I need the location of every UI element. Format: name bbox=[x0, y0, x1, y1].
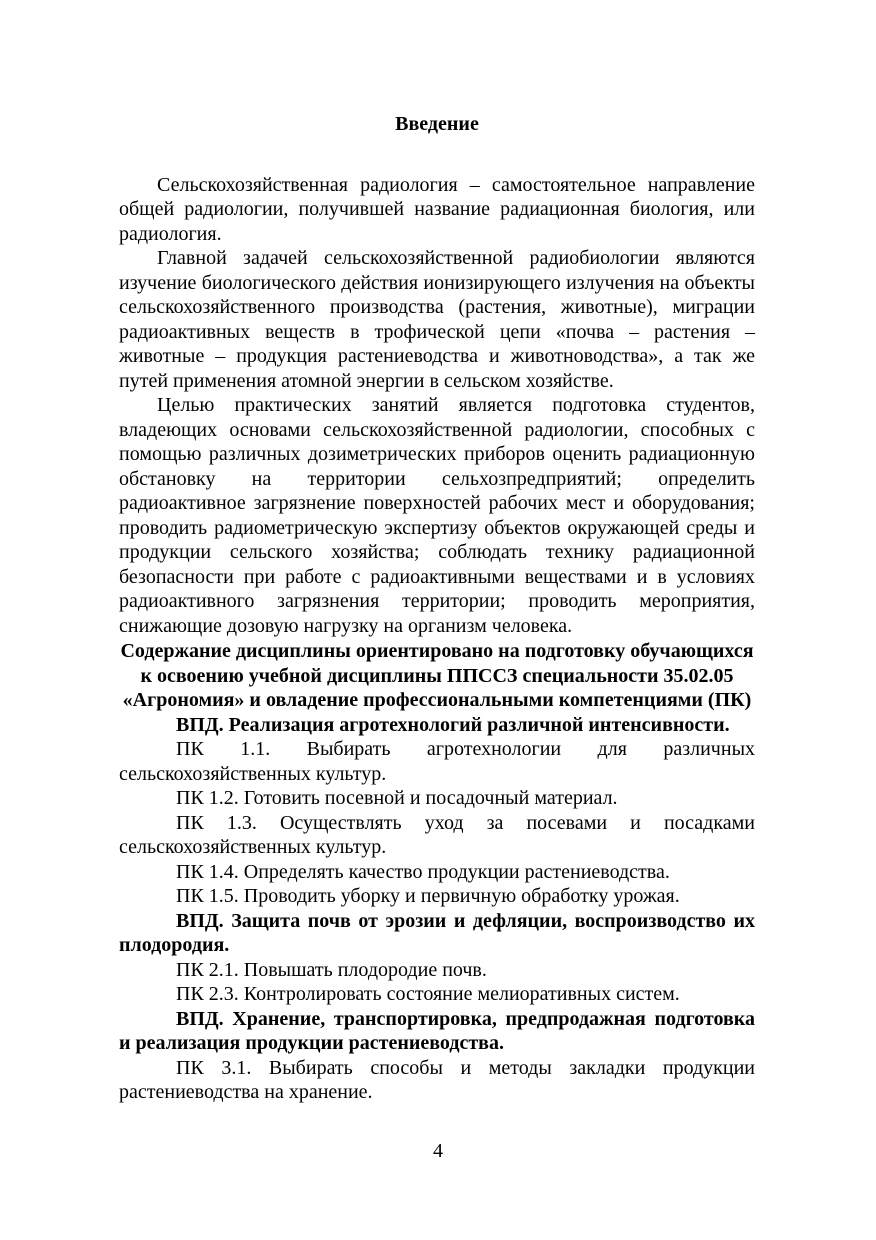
competence-item: ПК 2.1. Повышать плодородие почв. bbox=[176, 958, 487, 981]
page-number: 4 bbox=[433, 1140, 443, 1162]
competence-item: ПК 2.3. Контролировать состояние мелиоративных систем. bbox=[176, 983, 680, 1005]
competence-item: ПК 1.1. Выбирать агротехнологии для различных сельскохозяйственных культур. bbox=[119, 738, 755, 785]
vpd3-heading: ВПД. Хранение, транспортировка, предпродажная подготовка и реализация продукции растениеводства. bbox=[119, 1007, 755, 1054]
intro-paragraph-3: Целью практических занятий является подготовка студентов, владеющих основами сельскохозяйственной радиологии, способных с помощью различных дозиметрических приборов оценить радиационную обстановку на территории сельхозпредприятий; определить радиоактивное загрязнение поверхностей рабочих мест и оборудования; проводить радиометрическую экспертизу объектов окружающей среды и продукции сельского хозяйства; соблюдать технику радиационной безопасности при работе с радиоактивными веществами и в условиях радиоактивного загрязнения территории; проводить мероприятия, снижающие дозовую нагрузку на организм человека. bbox=[119, 394, 755, 637]
competence-item: ПК 1.5. Проводить уборку и первичную обработку урожая. bbox=[176, 885, 680, 907]
competence-item: ПК 1.2. Готовить посевной и посадочный материал. bbox=[176, 787, 618, 809]
content-heading: Содержание дисциплины ориентировано на подготовку обучающихся к освоению учебной дисциплины ППССЗ специальности 35.02.05 «Агрономия» и овладение профессиональными компетенциями (ПК) bbox=[120, 640, 754, 711]
competence-item: ПК 1.3. Осуществлять уход за посевами и посадками сельскохозяйственных культур. bbox=[119, 811, 755, 858]
intro-paragraph-2: Главной задачей сельскохозяйственной радиобиологии являются изучение биологического действия ионизирующего излучения на объекты сельскохозяйственного производства (растения, животные), миграции радиоактивных веществ в трофической цепи «почва – растения – животные – продукция растениеводства и животноводства», а так же путей применения атомной энергии в сельском хозяйстве. bbox=[119, 247, 755, 392]
competence-item: ПК 3.1. Выбирать способы и методы закладки продукции растениеводства на хранение. bbox=[119, 1056, 755, 1103]
competence-item: ПК 1.4. Определять качество продукции растениеводства. bbox=[176, 860, 670, 883]
document-page bbox=[119, 112, 755, 1105]
intro-paragraph-1: Сельскохозяйственная радиология – самостоятельное направление общей радиологии, получившей название радиационная биология, или радиология. bbox=[119, 173, 755, 245]
vpd1-heading: ВПД. Реализация агротехнологий различной интенсивности. bbox=[176, 713, 730, 736]
vpd2-heading: ВПД. Защита почв от эрозии и дефляции, воспроизводство их плодородия. bbox=[119, 909, 755, 956]
page-title: Введение bbox=[395, 113, 479, 135]
